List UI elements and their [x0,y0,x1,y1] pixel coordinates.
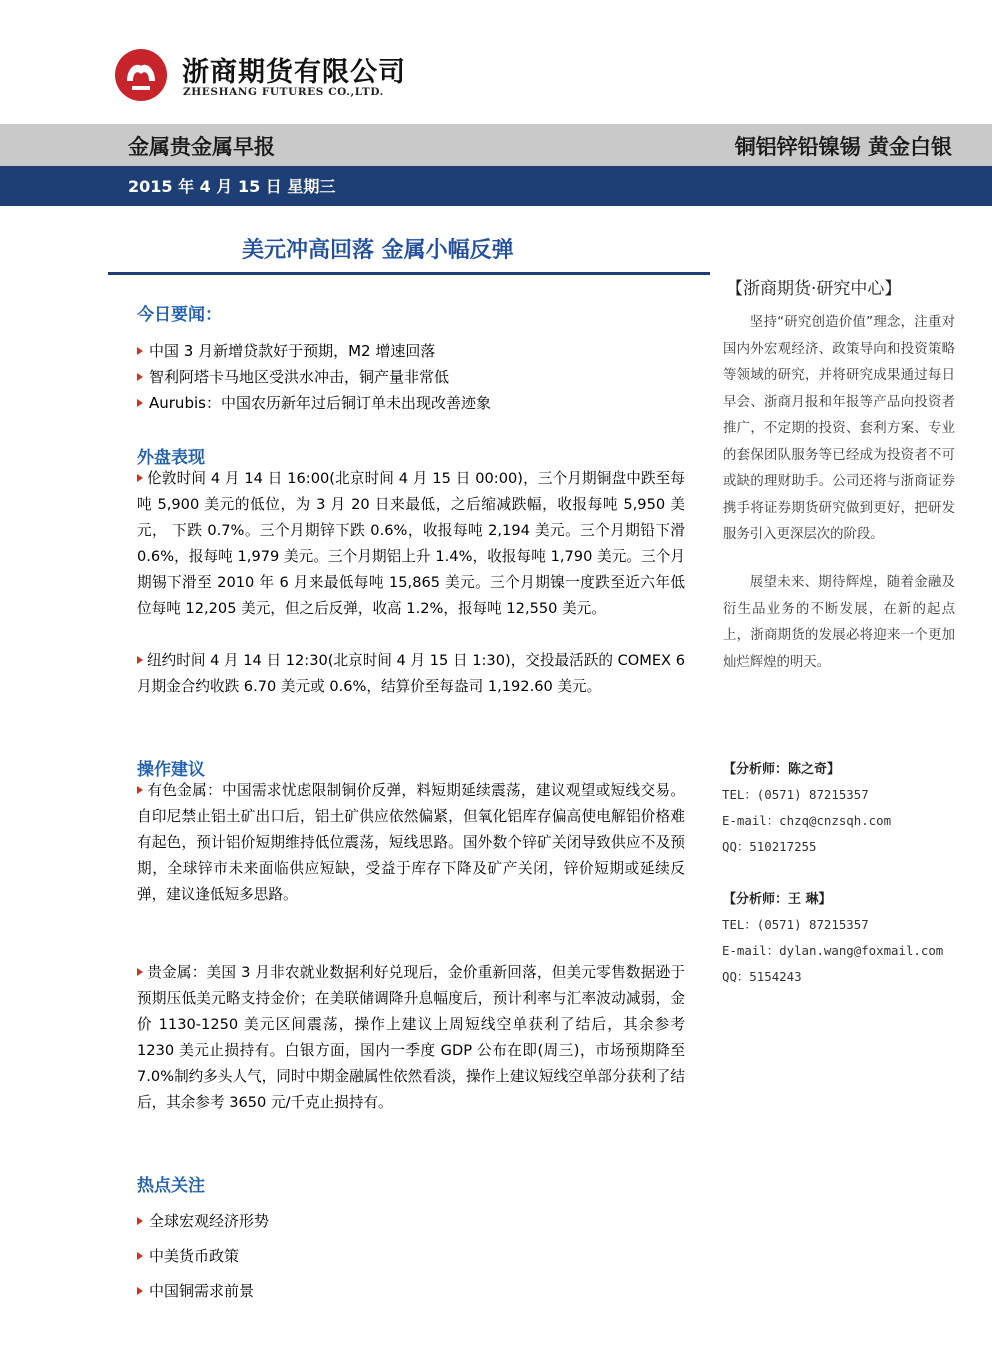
hotspot-item: 中国铜需求前景 [137,1280,254,1301]
bullet-icon [137,1217,143,1225]
bullet-icon [137,786,143,794]
advice-heading: 操作建议 [137,760,205,780]
bullet-icon [137,968,143,976]
sidebar-intro: 坚持“研究创造价值”理念，注重对国内外宏观经济、政策导向和投资策略等领域的研究，并将研究成果通过每日早会、浙商月报和年报等产品向投资者推广，不定期的投资、套利方案、专业的套保团队服务等已经成为投资者不可或缺的理财助手。公司还将与浙商证券携手将证券期货研究做到更好，把研发服务引入更深层次的阶段。 [723,315,955,542]
bullet-icon [137,347,143,355]
analyst-email: E-mail：chzq@cnzsqh.com [722,813,892,828]
title-divider [108,272,710,275]
company-name-en: ZHESHANG FUTURES CO.,LTD. [183,86,384,98]
report-type: 金属贵金属早报 [128,135,275,159]
news-item: 中国 3 月新增贷款好于预期，M2 增速回落 [137,340,435,361]
bullet-icon [137,1287,143,1295]
headline: 美元冲高回落 金属小幅反弹 [242,238,514,263]
report-date: 2015 年 4 月 15 日 星期三 [128,177,336,196]
hotspots-heading: 热点关注 [137,1176,205,1196]
company-name-cn: 浙商期货有限公司 [182,57,406,88]
hotspot-item: 中美货币政策 [137,1245,239,1266]
advice-paragraph-base-metals: 有色金属：中国需求忧虑限制铜价反弹，料短期延续震荡，建议观望或短线交易。自印尼禁止铝土矿出口后，铝土矿供应依然偏紧，但氧化铝库存偏高使电解铝价格难有起色，预计铝价短期维持低位震荡，短线思路。国外数个锌矿关闭导致供应不及预期，全球锌市未来面临供应短缺，受益于库存下降及矿产关闭，锌价短期或延续反弹，建议逢低短多思路。 [137,782,685,903]
analyst-email: E-mail：dylan.wang@foxmail.com [722,943,944,958]
advice-paragraph-precious-metals: 贵金属：美国 3 月非农就业数据利好兑现后，金价重新回落，但美元零售数据逊于预期压低美元略支持金价；在美联储调降升息幅度后，预计利率与汇率波动减弱，金价 1130-1250 美元区间震荡，操作上建议上周短线空单获利了结后，其余参考 1230 美元止损持有。白银方面，国内一季度 GDP 公布在即(周三)，市场预期降至 7.0%制约多头人气，同时中期金融属性依然看淡，操作上建议短线空单部分获利了结后，其余参考 3650 元/千克止损持有。 [137,964,685,1111]
analyst-tel: TEL：(0571) 87215357 [722,787,869,802]
analyst-tel: TEL：(0571) 87215357 [722,917,869,932]
analyst-qq: QQ：510217255 [722,839,817,854]
bullet-icon [137,656,143,664]
news-item: 智利阿塔卡马地区受洪水冲击，铜产量非常低 [137,366,449,387]
sidebar-outlook: 展望未来、期待辉煌，随着金融及衍生品业务的不断发展，在新的起点上，浙商期货的发展必将迎来一个更加灿烂辉煌的明天。 [723,575,955,670]
overseas-paragraph-comex: 纽约时间 4 月 14 日 12:30(北京时间 4 月 15 日 1:30)，交投最活跃的 COMEX 6 月期金合约收跌 6.70 美元或 0.6%，结算价至每盎司 1,192.60 美元。 [137,652,685,695]
bullet-icon [137,373,143,381]
news-item: Aurubis：中国农历新年过后铜订单未出现改善迹象 [137,392,491,413]
analyst-qq: QQ：5154243 [722,969,802,984]
news-heading: 今日要闻： [137,305,222,325]
analyst-name: 【分析师：陈之奇】 [723,762,841,777]
bullet-icon [137,1252,143,1260]
hotspot-item: 全球宏观经济形势 [137,1210,269,1231]
overseas-paragraph-lme: 伦敦时间 4 月 14 日 16:00(北京时间 4 月 15 日 00:00)，三个月期铜盘中跌至每吨 5,900 美元的低位，为 3 月 20 日来最低，之后缩减跌幅，收报每吨 5,950 美元， 下跌 0.7%。三个月期锌下跌 0.6%，收报每吨 2,194 美元。三个月期铅下滑 0.6%，报每吨 1,979 美元。三个月期铝上升 1.4%，收报每吨 1,790 美元。三个月期锡下滑至 2010 年 6 月来最低每吨 15,865 美元。三个月期镍一度跌至近六年低位每吨 12,205 美元，但之后反弹，收高 1.2%，报每吨 12,550 美元。 [137,470,685,617]
analyst-name: 【分析师：王 琳】 [723,892,832,907]
bullet-icon [137,399,143,407]
company-logo-icon [114,48,168,102]
report-metals: 铜铝锌铅镍锡 黄金白银 [734,135,952,159]
overseas-heading: 外盘表现 [137,448,205,468]
sidebar-title: 【浙商期货·研究中心】 [726,279,902,299]
bullet-icon [137,474,143,482]
